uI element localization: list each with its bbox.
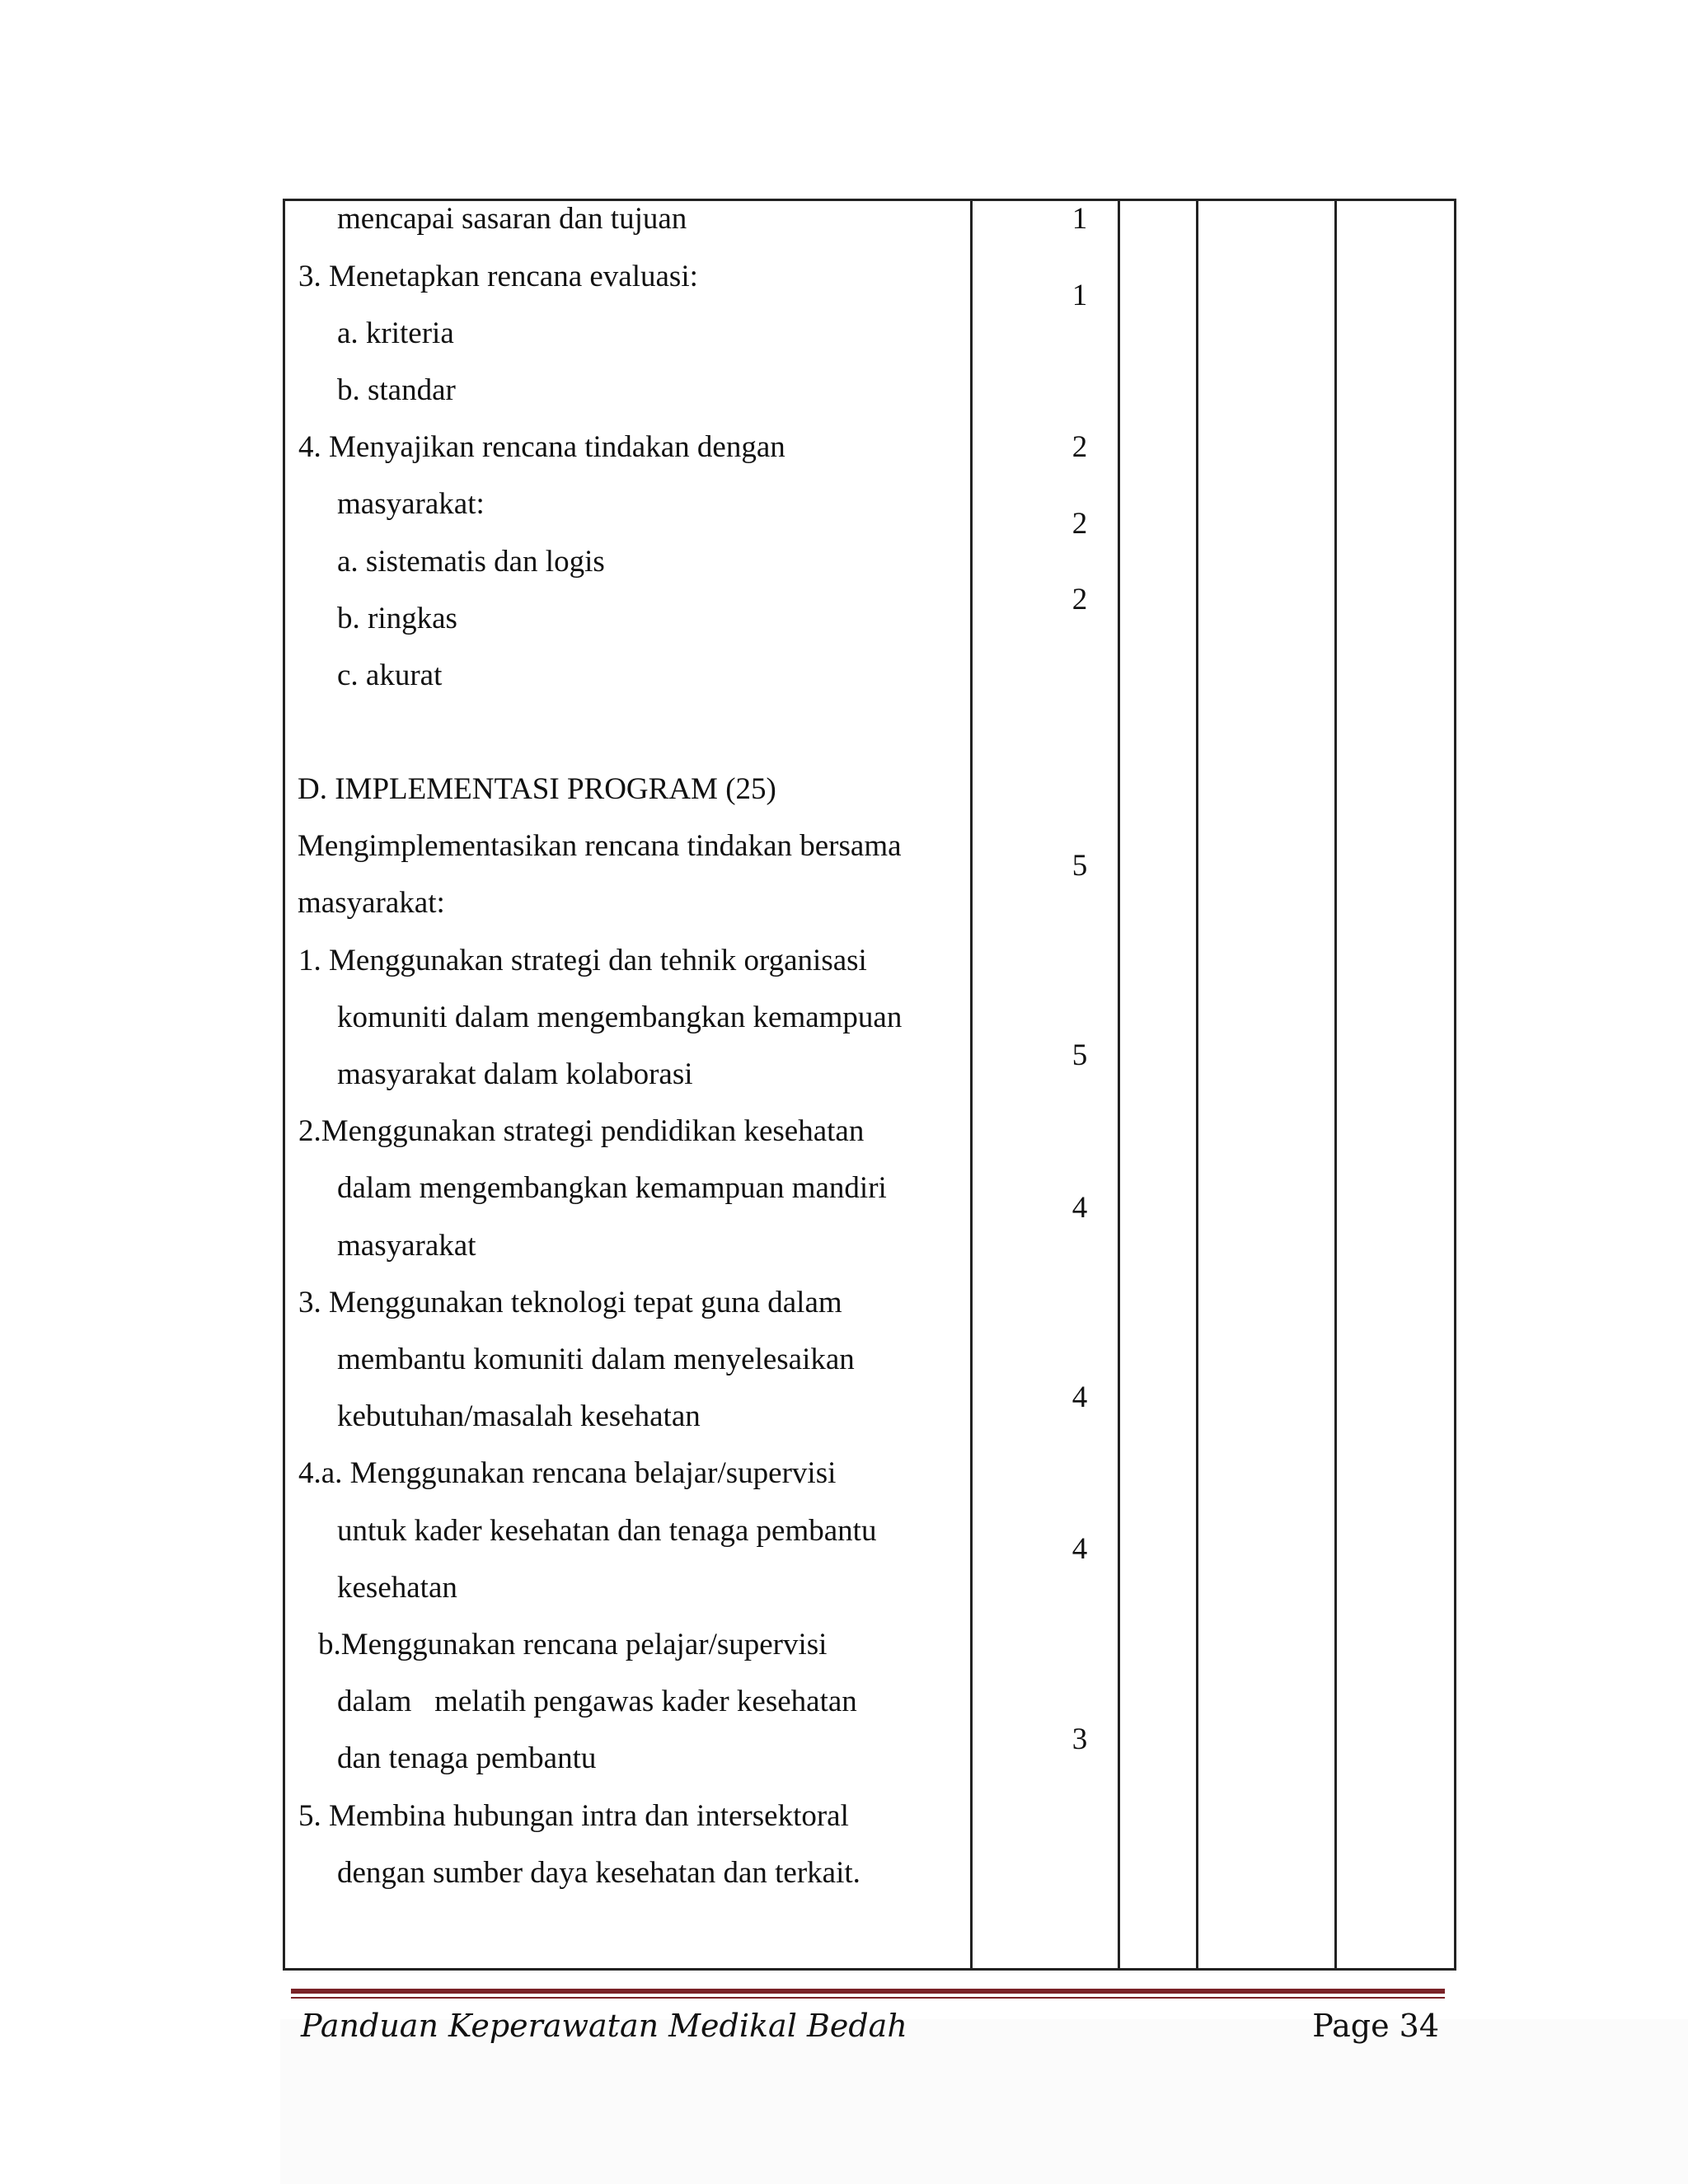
- criteria-line: dan tenaga pembantu: [337, 1741, 597, 1775]
- criteria-line: 3. Menggunakan teknologi tepat guna dalam: [298, 1286, 842, 1319]
- criteria-line: 4.a. Menggunakan rencana belajar/supervisi: [298, 1456, 837, 1490]
- criteria-line: 3. Menetapkan rencana evaluasi:: [298, 260, 698, 293]
- criteria-line: komuniti dalam mengembangkan kemampuan: [337, 1001, 903, 1034]
- score-value: 2: [1071, 430, 1088, 464]
- criteria-line: Mengimplementasikan rencana tindakan bersama: [298, 829, 902, 863]
- footer-document-title: Panduan Keperawatan Medikal Bedah: [301, 2008, 907, 2044]
- footer-page-number: Page 34: [1312, 2008, 1439, 2044]
- score-value: 1: [1071, 202, 1088, 236]
- footer-rule-thin: [291, 1997, 1445, 1999]
- criteria-line: dengan sumber daya kesehatan dan terkait.: [337, 1856, 860, 1890]
- criteria-line: untuk kader kesehatan dan tenaga pembantu: [337, 1514, 877, 1548]
- criteria-line: masyarakat: [337, 1229, 476, 1263]
- criteria-line: a. kriteria: [337, 316, 454, 350]
- criteria-line: kebutuhan/masalah kesehatan: [337, 1399, 701, 1433]
- score-value: 1: [1071, 279, 1088, 312]
- criteria-line: masyarakat dalam kolaborasi: [337, 1057, 693, 1091]
- score-value: 2: [1071, 583, 1088, 616]
- criteria-line: membantu komuniti dalam menyelesaikan: [337, 1343, 855, 1376]
- column-divider-4: [1334, 201, 1337, 1968]
- footer-rule: [291, 1989, 1445, 1994]
- assessment-table: [283, 199, 1456, 1971]
- criteria-line: dalam mengembangkan kemampuan mandiri: [337, 1171, 887, 1205]
- score-value: 5: [1071, 849, 1088, 883]
- column-divider-3: [1196, 201, 1198, 1968]
- criteria-line: 5. Membina hubungan intra dan intersektoral: [298, 1799, 849, 1833]
- score-value: 5: [1071, 1038, 1088, 1072]
- score-value: 4: [1071, 1191, 1088, 1225]
- section-heading: D. IMPLEMENTASI PROGRAM (25): [298, 772, 776, 806]
- criteria-line: mencapai sasaran dan tujuan: [337, 202, 687, 236]
- score-value: 4: [1071, 1380, 1088, 1414]
- column-divider-2: [1118, 201, 1120, 1968]
- criteria-line: 2.Menggunakan strategi pendidikan kesehatan: [298, 1114, 865, 1148]
- criteria-line: kesehatan: [337, 1571, 457, 1605]
- score-value: 4: [1071, 1532, 1088, 1566]
- score-value: 2: [1071, 507, 1088, 541]
- criteria-line: b. ringkas: [337, 602, 457, 635]
- criteria-line: masyarakat:: [337, 487, 485, 521]
- criteria-line: a. sistematis dan logis: [337, 545, 605, 579]
- criteria-line: b. standar: [337, 373, 456, 407]
- score-value: 3: [1071, 1722, 1088, 1756]
- criteria-line: masyarakat:: [298, 886, 445, 920]
- criteria-line: c. akurat: [337, 658, 443, 692]
- criteria-line: dalam melatih pengawas kader kesehatan: [337, 1685, 857, 1718]
- criteria-line: 4. Menyajikan rencana tindakan dengan: [298, 430, 785, 464]
- criteria-line: 1. Menggunakan strategi dan tehnik organisasi: [298, 944, 867, 977]
- criteria-line: b.Menggunakan rencana pelajar/supervisi: [318, 1628, 828, 1661]
